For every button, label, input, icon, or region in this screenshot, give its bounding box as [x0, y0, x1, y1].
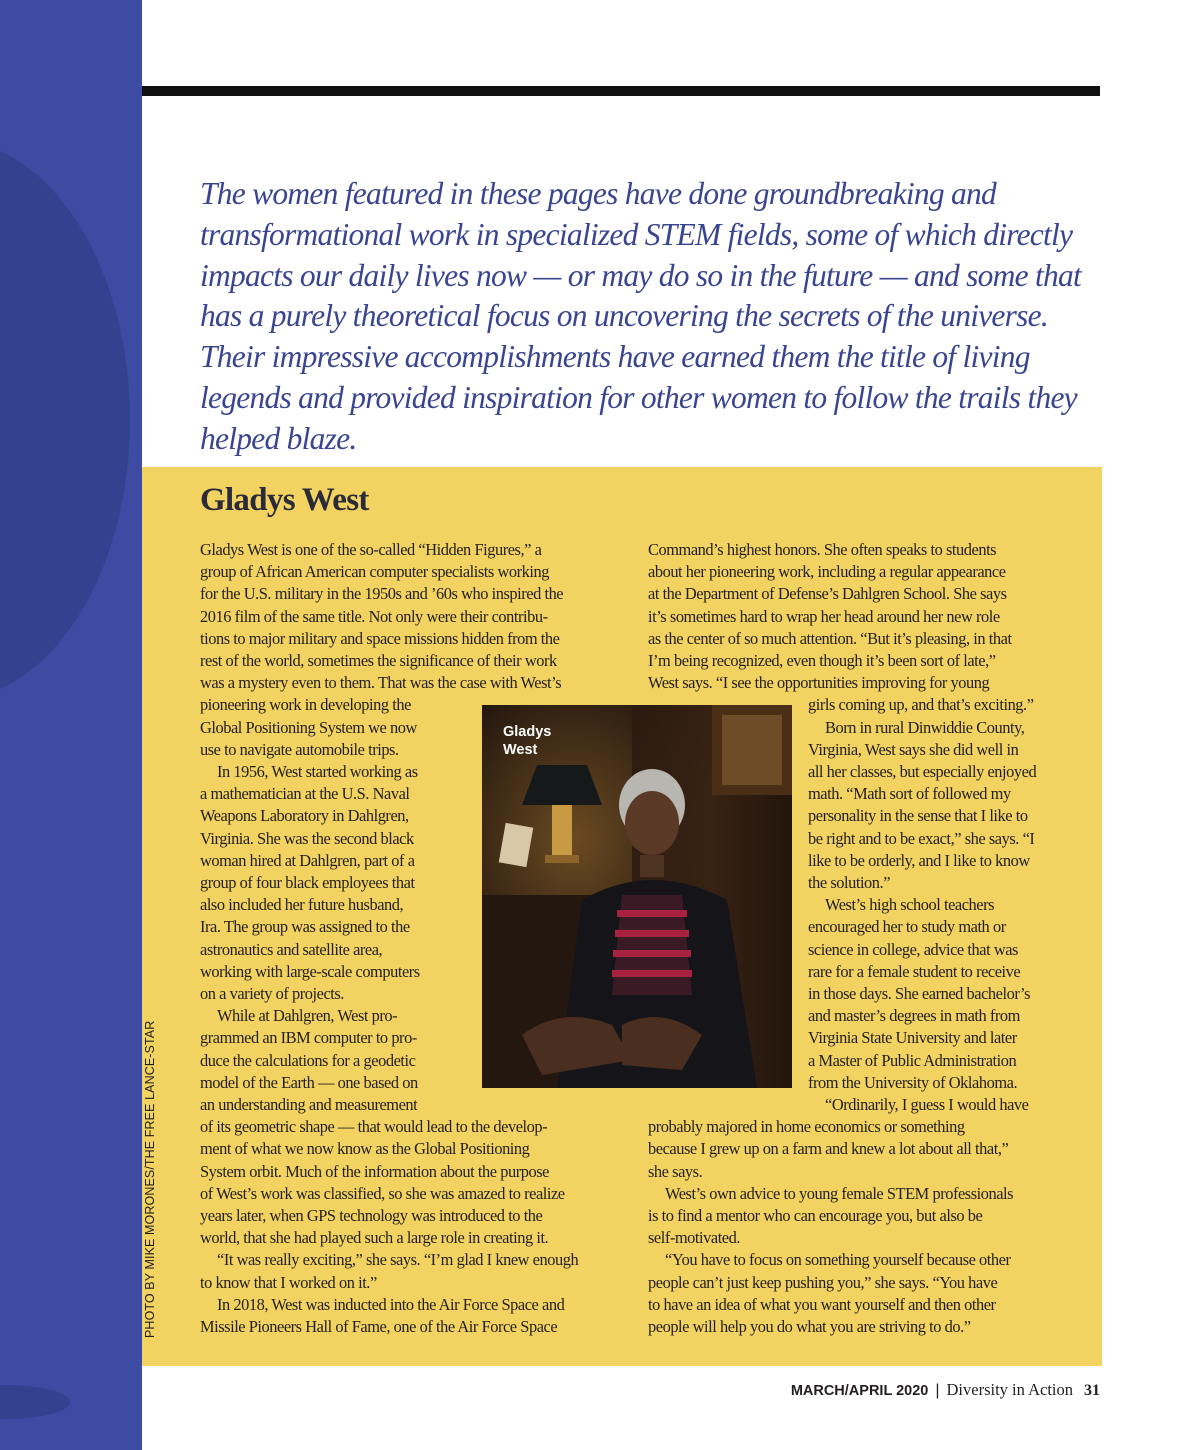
body-text-line: personality in the sense that I like to	[808, 806, 1028, 826]
body-text-line: Missile Pioneers Hall of Fame, one of the Air Force Space	[200, 1317, 558, 1337]
body-text-line: I’m being recognized, even though it’s been sort of late,”	[648, 651, 996, 671]
body-text-line: group of four black employees that	[200, 873, 415, 893]
body-text-line: “It was really exciting,” she says. “I’m glad I knew enough	[217, 1250, 579, 1270]
body-text-line: In 2018, West was inducted into the Air Force Space and	[217, 1294, 565, 1314]
page-footer	[791, 1380, 1100, 1400]
side-color-band	[0, 0, 142, 1450]
body-text-line: science in college, advice that was	[808, 939, 1018, 959]
top-rule	[142, 86, 1100, 96]
body-text-line: because I grew up on a farm and knew a lot about all that,”	[648, 1139, 1009, 1159]
body-text-line: pioneering work in developing the	[200, 695, 411, 715]
body-text-line: Virginia, West says she did well in	[808, 739, 1019, 759]
photo-caption: Gladys West	[503, 724, 552, 758]
body-text-line: tions to major military and space missions hidden from the	[200, 628, 560, 648]
body-text-line: of its geometric shape — that would lead to the develop-	[200, 1117, 548, 1137]
body-text-line: in those days. She earned bachelor’s	[808, 984, 1031, 1004]
body-text-line: a mathematician at the U.S. Naval	[200, 784, 410, 804]
body-text-line: Command’s highest honors. She often speaks to students	[648, 540, 997, 559]
body-text-line: the solution.”	[808, 873, 891, 893]
body-text-line: rare for a female student to receive	[808, 961, 1021, 981]
body-text-line: Global Positioning System we now	[200, 717, 417, 737]
body-text-line: Born in rural Dinwiddie County,	[825, 717, 1025, 737]
portrait-illustration	[482, 705, 792, 1088]
body-text-line: and master’s degrees in math from	[808, 1006, 1020, 1026]
side-decorative-shape-small	[0, 1385, 70, 1419]
body-text-line: is to find a mentor who can encourage you, but also be	[648, 1206, 983, 1225]
body-text-line: grammed an IBM computer to pro-	[200, 1028, 417, 1048]
article-column-1-top	[200, 539, 563, 694]
body-text-line: System orbit. Much of the information about the purpose	[200, 1161, 549, 1181]
body-text-line: about her pioneering work, including a regular appearance	[648, 562, 1006, 582]
body-text-line: for the U.S. military in the 1950s and ’60s who inspired the	[200, 584, 564, 604]
article-column-1-bottom	[200, 1116, 578, 1338]
body-text-line: Virginia. She was the second black	[200, 828, 414, 848]
body-text-line: West’s high school teachers	[825, 895, 995, 915]
body-text-line: Ira. The group was assigned to the	[200, 917, 410, 937]
article-column-1-wrap	[200, 694, 420, 1116]
body-text-line: as the center of so much attention. “But it’s pleasing, in that	[648, 628, 1012, 648]
article-column-2-bottom	[648, 1116, 1013, 1338]
body-text-line: astronautics and satellite area,	[200, 939, 383, 959]
body-text-line: also included her future husband,	[200, 895, 404, 915]
body-text-line: encouraged her to study math or	[808, 917, 1006, 937]
body-text-line: model of the Earth — one based on	[200, 1072, 418, 1092]
body-text-line: to know that I worked on it.”	[200, 1272, 377, 1292]
body-text-line: people can’t just keep pushing you,” she says. “You have	[648, 1272, 998, 1292]
body-text-line: duce the calculations for a geodetic	[200, 1050, 416, 1070]
body-text-line: working with large-scale computers	[200, 961, 420, 981]
intro-paragraph: The women featured in these pages have done groundbreaking and transformational work in specialized STEM fields, some of which directly impacts our daily lives now — or may do so in the future — and some that has a purely theoretical focus on uncovering the secrets of the universe. Their impressive accomplishments have earned them the title of living legends and provided inspiration for other women to follow the trails they helped blaze.	[200, 176, 1082, 456]
body-text-line: “You have to focus on something yourself because other	[665, 1250, 1011, 1270]
body-text-line: woman hired at Dahlgren, part of a	[200, 850, 415, 870]
body-text-line: In 1956, West started working as	[217, 762, 418, 781]
body-text-line: ment of what we now know as the Global Positioning	[200, 1139, 530, 1159]
body-text-line: of West’s work was classified, so she was amazed to realize	[200, 1183, 565, 1203]
footer-issue-date: MARCH/APRIL 2020	[790, 1383, 929, 1399]
portrait-photo	[482, 705, 792, 1088]
body-text-line: “Ordinarily, I guess I would have	[825, 1095, 1029, 1115]
body-text-line: at the Department of Defense’s Dahlgren School. She says	[648, 584, 1007, 604]
body-text-line: years later, when GPS technology was introduced to the	[200, 1206, 543, 1225]
body-text-line: from the University of Oklahoma.	[808, 1072, 1018, 1092]
body-text-line: be right and to be exact,” she says. “I	[808, 828, 1035, 848]
body-text-line: rest of the world, sometimes the significance of their work	[200, 651, 557, 671]
body-text-line: an understanding and measurement	[200, 1095, 418, 1115]
body-text-line: was a mystery even to them. That was the case with West’s	[200, 673, 562, 693]
body-text-line: a Master of Public Administration	[808, 1050, 1017, 1070]
body-text-line: use to navigate automobile trips.	[200, 739, 399, 759]
body-text-line: world, that she had played such a large role in creating it.	[200, 1228, 549, 1248]
footer-separator: |	[935, 1382, 940, 1399]
body-text-line: people will help you do what you are striving to do.”	[648, 1317, 971, 1337]
footer-magazine-name: Diversity in Action	[946, 1380, 1073, 1399]
body-text-line: all her classes, but especially enjoyed	[808, 762, 1037, 781]
body-text-line: on a variety of projects.	[200, 984, 344, 1004]
body-text-line: math. “Math sort of followed my	[808, 784, 1011, 804]
footer-page-number: 31	[1084, 1382, 1100, 1399]
profile-name-heading: Gladys West	[200, 482, 369, 518]
body-text-line: Gladys West is one of the so-called “Hidden Figures,” a	[200, 540, 542, 559]
article-column-2-top	[648, 539, 1012, 694]
body-text-line: self-motivated.	[648, 1228, 741, 1248]
body-text-line: West’s own advice to young female STEM professionals	[665, 1183, 1014, 1203]
body-text-line: girls coming up, and that’s exciting.”	[808, 695, 1034, 715]
body-text-line: group of African American computer specialists working	[200, 562, 549, 582]
body-text-line: While at Dahlgren, West pro-	[217, 1006, 398, 1026]
photo-credit: PHOTO BY MIKE MORONES/THE FREE LANCE-STAR	[143, 1020, 157, 1338]
body-text-line: to have an idea of what you want yourself and then other	[648, 1294, 996, 1314]
body-text-line: Weapons Laboratory in Dahlgren,	[200, 806, 409, 826]
body-text-line: it’s sometimes hard to wrap her head around her new role	[648, 606, 1000, 626]
body-text-line: like to be orderly, and I like to know	[808, 850, 1030, 870]
body-text-line: she says.	[648, 1161, 703, 1181]
body-text-line: West says. “I see the opportunities improving for young	[648, 673, 990, 693]
body-text-line: 2016 film of the same title. Not only were their contribu-	[200, 606, 548, 626]
article-column-2-wrap	[808, 694, 1036, 1116]
body-text-line: Virginia State University and later	[808, 1028, 1017, 1048]
body-text-line: probably majored in home economics or something	[648, 1117, 965, 1137]
side-decorative-shape	[0, 140, 130, 700]
